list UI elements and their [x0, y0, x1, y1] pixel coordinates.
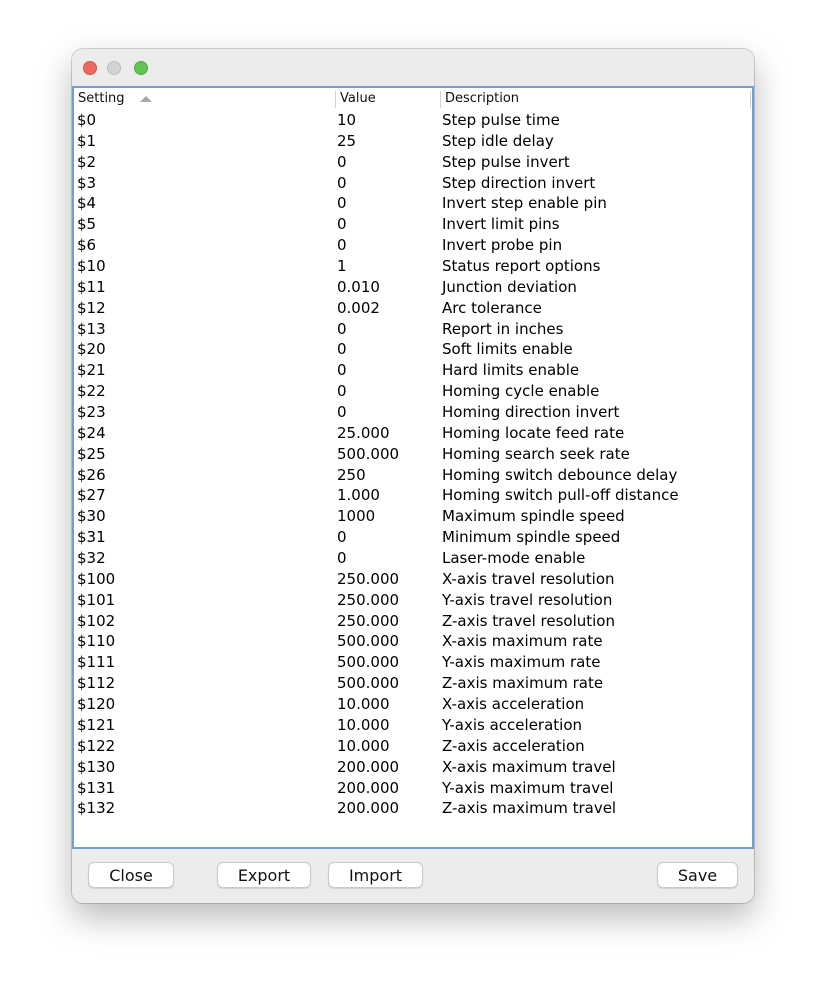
cell-description: Homing locate feed rate	[442, 423, 625, 442]
cell-value[interactable]: 500.000	[337, 632, 400, 651]
cell-value[interactable]: 0	[337, 382, 347, 401]
table-row[interactable]	[74, 256, 752, 277]
cell-value[interactable]: 250.000	[337, 611, 400, 630]
cell-description: Minimum spindle speed	[442, 528, 621, 547]
cell-value[interactable]: 10.000	[337, 736, 390, 755]
cell-value[interactable]: 0	[337, 173, 347, 192]
cell-value[interactable]: 0	[337, 528, 347, 547]
cell-setting: $121	[77, 715, 116, 734]
cell-setting: $132	[77, 799, 116, 818]
column-header-value[interactable]: Value	[340, 91, 376, 106]
cell-description: X-axis travel resolution	[442, 569, 615, 588]
cell-setting: $21	[77, 361, 106, 380]
table-row[interactable]	[74, 590, 752, 611]
cell-setting: $31	[77, 528, 106, 547]
cell-value[interactable]: 25.000	[337, 423, 390, 442]
cell-setting: $25	[77, 444, 106, 463]
cell-setting: $20	[77, 340, 106, 359]
column-divider[interactable]	[440, 91, 441, 108]
cell-setting: $101	[77, 590, 116, 609]
cell-value[interactable]: 10.000	[337, 715, 390, 734]
cell-description: Invert probe pin	[442, 236, 563, 255]
cell-setting: $2	[77, 152, 97, 171]
cell-setting: $23	[77, 403, 106, 422]
cell-setting: $5	[77, 215, 97, 234]
table-row[interactable]	[74, 339, 752, 360]
table-row[interactable]	[74, 465, 752, 486]
cell-setting: $120	[77, 695, 116, 714]
cell-description: Homing search seek rate	[442, 444, 630, 463]
cell-description: Soft limits enable	[442, 340, 573, 359]
cell-description: Z-axis travel resolution	[442, 611, 615, 630]
cell-description: Report in inches	[442, 319, 564, 338]
column-header-setting[interactable]: Setting	[78, 91, 125, 106]
cell-value[interactable]: 0	[337, 361, 347, 380]
table-row[interactable]	[74, 611, 752, 632]
table-row[interactable]	[74, 569, 752, 590]
column-divider[interactable]	[335, 91, 336, 108]
cell-value[interactable]: 250.000	[337, 590, 400, 609]
table-row[interactable]	[74, 506, 752, 527]
cell-setting: $11	[77, 277, 106, 296]
cell-setting: $30	[77, 507, 106, 526]
cell-setting: $27	[77, 486, 106, 505]
cell-description: Step pulse time	[442, 111, 560, 129]
table-row[interactable]	[74, 715, 752, 736]
table-row[interactable]	[74, 402, 752, 423]
cell-setting: $32	[77, 549, 106, 568]
cell-value[interactable]: 0	[337, 236, 347, 255]
cell-description: Homing cycle enable	[442, 382, 600, 401]
sort-ascending-icon	[140, 96, 152, 102]
cell-value[interactable]: 0	[337, 549, 347, 568]
table-header	[74, 88, 752, 110]
window-zoom-icon[interactable]	[134, 61, 148, 75]
cell-setting: $122	[77, 736, 116, 755]
table-row[interactable]	[74, 694, 752, 715]
cell-description: Z-axis maximum rate	[442, 674, 604, 693]
close-button[interactable]: Close	[88, 862, 174, 888]
table-row[interactable]	[74, 444, 752, 465]
cell-value[interactable]: 0	[337, 152, 347, 171]
table-row[interactable]	[74, 131, 752, 152]
table-row[interactable]	[74, 527, 752, 548]
cell-description: Step pulse invert	[442, 152, 570, 171]
cell-value[interactable]: 200.000	[337, 799, 400, 818]
table-row[interactable]	[74, 652, 752, 673]
cell-setting: $22	[77, 382, 106, 401]
cell-setting: $130	[77, 757, 116, 776]
cell-description: Arc tolerance	[442, 298, 542, 317]
cell-setting: $100	[77, 569, 116, 588]
cell-setting: $1	[77, 131, 97, 150]
cell-value[interactable]: 1	[337, 257, 347, 276]
table-row[interactable]	[74, 736, 752, 757]
cell-setting: $4	[77, 194, 97, 213]
cell-value[interactable]: 1.000	[337, 486, 380, 505]
cell-value[interactable]: 25	[337, 131, 357, 150]
cell-value[interactable]: 0	[337, 319, 347, 338]
cell-value[interactable]: 0	[337, 194, 347, 213]
save-button[interactable]: Save	[657, 862, 738, 888]
table-body	[74, 110, 752, 819]
cell-description: Z-axis acceleration	[442, 736, 585, 755]
cell-value[interactable]: 0	[337, 215, 347, 234]
table-row[interactable]	[74, 798, 752, 819]
cell-value[interactable]: 500.000	[337, 444, 400, 463]
cell-description: X-axis maximum travel	[442, 757, 616, 776]
title-bar[interactable]	[72, 49, 754, 87]
settings-window	[72, 49, 754, 903]
cell-setting: $0	[77, 111, 97, 129]
table-row[interactable]	[74, 381, 752, 402]
table-row[interactable]	[74, 110, 752, 131]
table-row[interactable]	[74, 214, 752, 235]
cell-description: Homing switch debounce delay	[442, 465, 678, 484]
column-divider[interactable]	[750, 91, 751, 108]
table-row[interactable]	[74, 757, 752, 778]
cell-description: Laser-mode enable	[442, 549, 586, 568]
cell-setting: $13	[77, 319, 106, 338]
cell-setting: $102	[77, 611, 116, 630]
cell-description: Invert step enable pin	[442, 194, 607, 213]
cell-description: Homing direction invert	[442, 403, 620, 422]
cell-description: Homing switch pull-off distance	[442, 486, 679, 505]
cell-description: Y-axis acceleration	[442, 715, 583, 734]
table-row[interactable]	[74, 193, 752, 214]
cell-description: Status report options	[442, 257, 601, 276]
table-row[interactable]	[74, 152, 752, 173]
cell-setting: $26	[77, 465, 106, 484]
import-button[interactable]: Import	[328, 862, 423, 888]
column-header-description[interactable]: Description	[445, 91, 520, 106]
cell-description: Hard limits enable	[442, 361, 580, 380]
table-row[interactable]	[74, 298, 752, 319]
cell-description: Y-axis maximum travel	[442, 778, 614, 797]
cell-description: X-axis acceleration	[442, 695, 585, 714]
cell-value[interactable]: 0.010	[337, 277, 380, 296]
cell-setting: $131	[77, 778, 116, 797]
table-row[interactable]	[74, 485, 752, 506]
cell-description: X-axis maximum rate	[442, 632, 603, 651]
cell-value[interactable]: 0	[337, 403, 347, 422]
table-row[interactable]	[74, 360, 752, 381]
cell-description: Z-axis maximum travel	[442, 799, 617, 818]
window-close-icon[interactable]	[83, 61, 97, 75]
cell-value[interactable]: 0	[337, 340, 347, 359]
export-button[interactable]: Export	[217, 862, 311, 888]
cell-setting: $10	[77, 257, 106, 276]
cell-value[interactable]: 500.000	[337, 674, 400, 693]
cell-description: Y-axis maximum rate	[442, 653, 601, 672]
table-row[interactable]	[74, 277, 752, 298]
table-row[interactable]	[74, 235, 752, 256]
table-row[interactable]	[74, 631, 752, 652]
cell-description: Step direction invert	[442, 173, 596, 192]
cell-value[interactable]: 10	[337, 111, 357, 129]
button-bar	[72, 849, 754, 903]
cell-description: Junction deviation	[442, 277, 577, 296]
cell-setting: $112	[77, 674, 116, 693]
cell-value[interactable]: 250.000	[337, 569, 400, 588]
cell-value[interactable]: 200.000	[337, 757, 400, 776]
table-row[interactable]	[74, 778, 752, 799]
cell-setting: $111	[77, 653, 116, 672]
cell-description: Y-axis travel resolution	[442, 590, 613, 609]
cell-setting: $24	[77, 423, 106, 442]
table-row[interactable]	[74, 673, 752, 694]
cell-description: Invert limit pins	[442, 215, 560, 234]
window-minimize-icon[interactable]	[107, 61, 121, 75]
cell-description: Step idle delay	[442, 131, 554, 150]
table-row[interactable]	[74, 548, 752, 569]
cell-value[interactable]: 0.002	[337, 298, 380, 317]
cell-value[interactable]: 10.000	[337, 695, 390, 714]
table-row[interactable]	[74, 423, 752, 444]
cell-setting: $6	[77, 236, 97, 255]
cell-setting: $12	[77, 298, 106, 317]
cell-setting: $110	[77, 632, 116, 651]
table-row[interactable]	[74, 173, 752, 194]
settings-table[interactable]	[72, 86, 754, 849]
cell-value[interactable]: 1000	[337, 507, 376, 526]
cell-value[interactable]: 200.000	[337, 778, 400, 797]
cell-value[interactable]: 500.000	[337, 653, 400, 672]
cell-description: Maximum spindle speed	[442, 507, 625, 526]
cell-setting: $3	[77, 173, 97, 192]
cell-value[interactable]: 250	[337, 465, 366, 484]
table-row[interactable]	[74, 319, 752, 340]
